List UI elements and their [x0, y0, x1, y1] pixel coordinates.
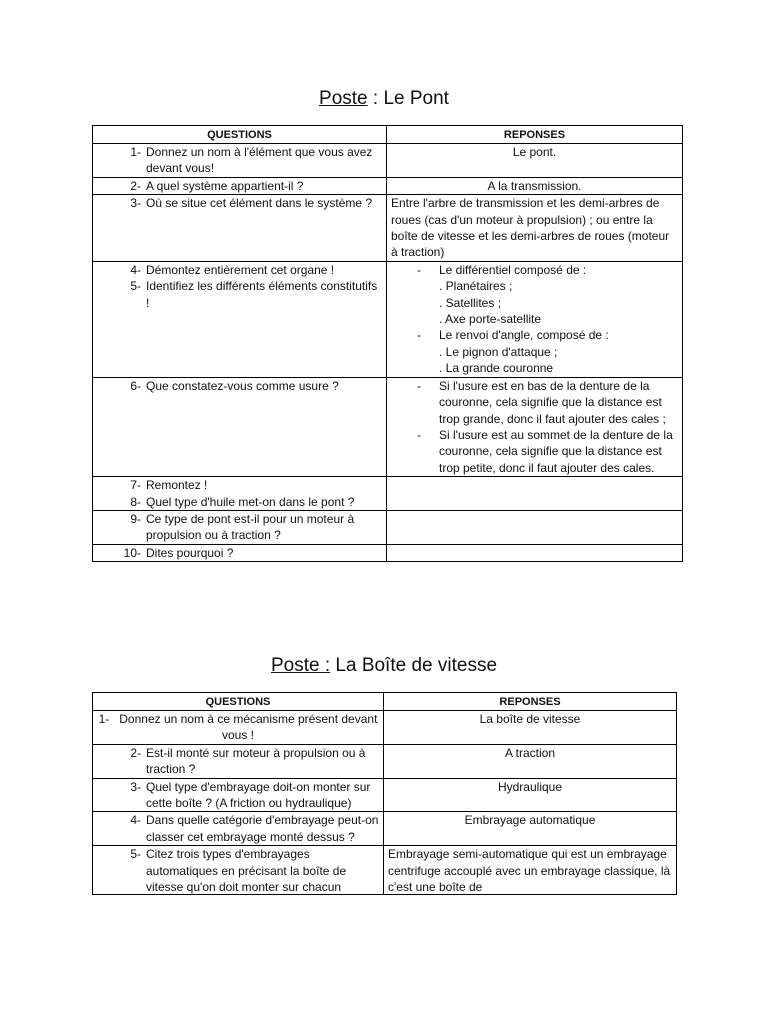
question-cell — [93, 711, 384, 745]
table-header-row — [93, 693, 677, 711]
table-row — [93, 195, 683, 262]
table-row — [93, 544, 683, 561]
answer-cell — [387, 377, 683, 476]
dash-bullet: - — [417, 328, 421, 343]
answer-cell — [384, 846, 677, 895]
question-cell — [93, 846, 384, 895]
answer-cell — [387, 261, 683, 377]
table-row — [93, 377, 683, 476]
dash-bullet: - — [417, 378, 421, 393]
question-item — [97, 812, 379, 845]
answer-cell: Entre l'arbre de transmission et les demi-arbres de roues (cas d'un moteur à propulsion) ; ou entre la boîte de vitesse et les demi-arbres de roues (moteur à traction) — [387, 195, 683, 262]
answer-cell: Le pont. — [387, 144, 683, 178]
question-number: 2- — [130, 178, 141, 193]
dash-bullet: - — [417, 427, 421, 442]
question-text: Ce type de pont est-il pour un moteur à propulsion ou à traction ? — [146, 511, 355, 543]
table-row — [93, 711, 677, 745]
question-number: 3- — [130, 196, 141, 211]
question-text: Dites pourquoi ? — [146, 545, 234, 560]
question-item — [97, 779, 379, 812]
header-questions: QUESTIONS — [93, 693, 384, 711]
question-number: 1- — [130, 145, 141, 159]
question-cell — [93, 544, 387, 561]
answer-item-text: Le différentiel composé de : — [439, 262, 587, 277]
question-number: 6- — [130, 378, 141, 393]
question-text: Est-il monté sur moteur à propulsion ou à traction ? — [146, 745, 366, 777]
qa-table-le-pont — [92, 125, 683, 562]
answer-subitem: . Le pignon d'attaque ; — [439, 344, 558, 359]
answer-cell: Hydraulique — [384, 778, 677, 812]
title-rest: La Boîte de vitesse — [330, 655, 498, 676]
question-cell — [93, 477, 387, 511]
answer-cell — [387, 544, 683, 561]
header-answers: REPONSES — [384, 693, 677, 711]
title-key: Poste — [319, 88, 368, 109]
question-number: 5- — [130, 847, 141, 862]
header-answers: REPONSES — [387, 126, 683, 144]
dash-bullet: - — [417, 262, 421, 277]
question-cell — [93, 195, 387, 262]
table-row — [93, 778, 677, 812]
question-text: Que constatez-vous comme usure ? — [146, 378, 339, 393]
question-text: A quel système appartient-il ? — [146, 178, 304, 193]
answer-subitem: . Planétaires ; — [439, 279, 513, 294]
question-number: 9- — [130, 511, 141, 526]
question-item — [97, 144, 382, 177]
question-number: 10- — [123, 545, 141, 560]
question-item — [97, 262, 382, 278]
answer-text: Embrayage semi-automatique qui est un embrayage centrifuge accouplé avec un embrayage classique, là c'est une boîte de — [388, 847, 671, 895]
question-cell — [93, 177, 387, 194]
question-item — [97, 477, 382, 493]
question-text: Où se situe cet élément dans le système ? — [146, 196, 373, 211]
question-item — [97, 178, 382, 194]
answer-cell — [387, 477, 683, 511]
question-text: Donnez un nom à ce mécanisme présent devant vous ! — [119, 712, 378, 743]
table-header-row — [93, 126, 683, 144]
question-cell — [93, 144, 387, 178]
question-number: 1- — [98, 712, 110, 726]
question-number: 3- — [130, 779, 141, 794]
question-item — [97, 278, 382, 311]
question-item — [97, 511, 382, 544]
question-text: Dans quelle catégorie d'embrayage peut-on classer cet embrayage monté dessus ? — [146, 813, 379, 844]
question-text: Remontez ! — [146, 478, 208, 493]
question-cell — [93, 744, 384, 778]
table-row — [93, 144, 683, 178]
question-cell — [93, 778, 384, 812]
answer-subitem: . Axe porte-satellite — [439, 312, 542, 327]
question-text: Quel type d'embrayage doit-on monter sur cette boîte ? (A friction ou hydraulique) — [146, 779, 371, 811]
question-number: 5- — [130, 279, 141, 294]
question-item — [97, 195, 382, 211]
table-row — [93, 744, 677, 778]
header-questions: QUESTIONS — [93, 126, 387, 144]
question-item — [97, 711, 379, 744]
question-number: 4- — [130, 262, 141, 277]
section-title-boite-de-vitesse — [0, 654, 768, 678]
question-cell — [93, 510, 387, 544]
answer-item-text: Si l'usure est en bas de la denture de la couronne, cela signifie que la distance est trop grande, donc il faut ajouter des cales ; — [439, 378, 666, 426]
answer-cell — [387, 510, 683, 544]
answer-list-item — [391, 378, 678, 427]
answer-cell: La boîte de vitesse — [384, 711, 677, 745]
table-row — [93, 177, 683, 194]
table-row — [93, 510, 683, 544]
answer-item-text: Le renvoi d'angle, composé de : — [439, 328, 609, 343]
answer-item-text: Si l'usure est au sommet de la denture de la couronne, cela signifie que la distance est trop petite, donc il faut ajouter des cales. — [439, 427, 673, 475]
question-item — [97, 378, 382, 394]
answer-cell: A la transmission. — [387, 177, 683, 194]
question-text: Donnez un nom à l'élément que vous avez devant vous! — [146, 145, 373, 176]
question-text: Identifiez les différents éléments constitutifs ! — [146, 279, 378, 310]
question-wrap — [97, 846, 379, 894]
table-row — [93, 477, 683, 511]
question-cell — [93, 261, 387, 377]
question-text: Citez trois types d'embrayages automatiques en précisant la boîte de vitesse qu'on doit monter sur chacun — [146, 847, 347, 895]
answer-list-item — [391, 427, 678, 476]
question-item — [97, 545, 382, 561]
question-item — [97, 846, 379, 894]
question-cell — [93, 812, 384, 846]
answer-list-item — [391, 327, 678, 343]
answer-cell: Embrayage automatique — [384, 812, 677, 846]
table-row — [93, 261, 683, 377]
question-item — [97, 494, 382, 510]
answer-subitem: . Satellites ; — [439, 295, 502, 310]
question-text: Quel type d'huile met-on dans le pont ? — [146, 494, 355, 509]
answer-list-item — [391, 262, 678, 278]
title-rest: : Le Pont — [367, 88, 449, 109]
question-number: 7- — [130, 478, 141, 493]
question-number: 2- — [130, 745, 141, 760]
question-number: 8- — [130, 494, 141, 509]
answer-subitem: . La grande couronne — [439, 361, 554, 376]
answer-cell: A traction — [384, 744, 677, 778]
qa-table-boite-de-vitesse — [92, 692, 677, 895]
question-item — [97, 745, 379, 778]
question-cell — [93, 377, 387, 476]
title-key: Poste : — [270, 655, 331, 676]
table-row — [93, 812, 677, 846]
section-title-le-pont — [0, 87, 768, 111]
table-row — [93, 846, 677, 895]
question-text: Démontez entièrement cet organe ! — [146, 262, 335, 277]
question-number: 4- — [130, 813, 141, 828]
